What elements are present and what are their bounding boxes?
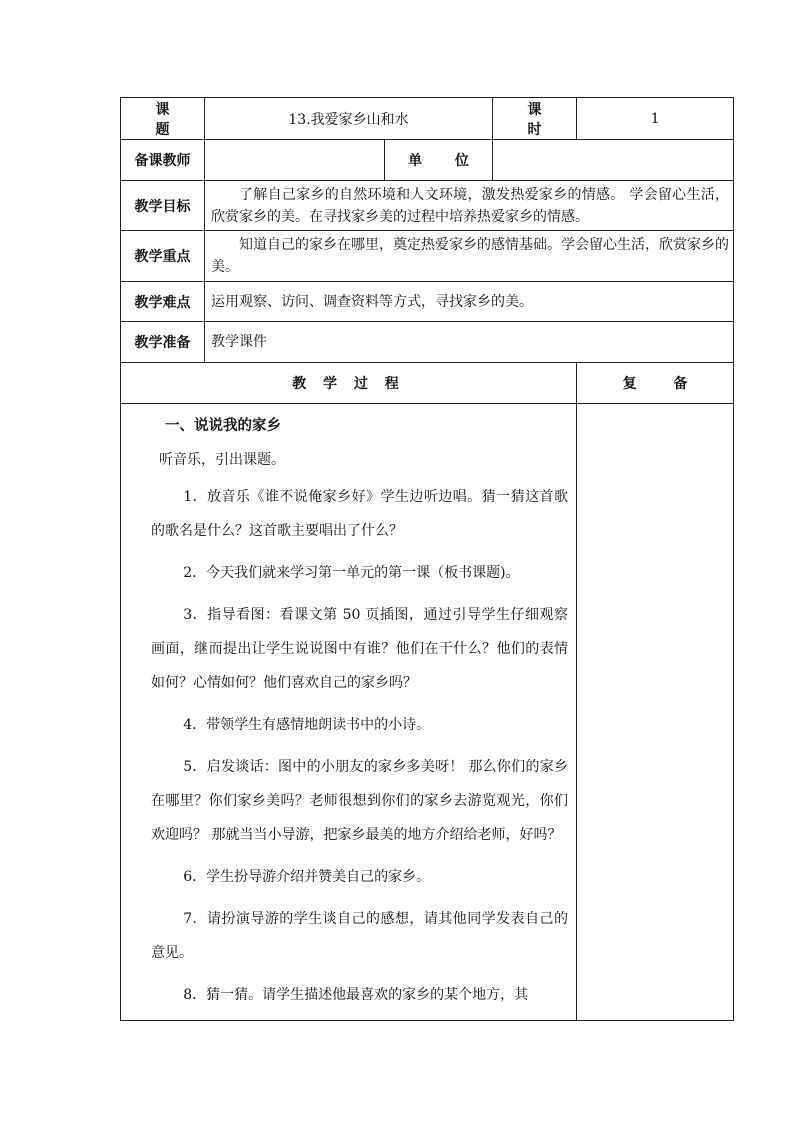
intro-text: 听音乐，引出课题。 xyxy=(159,452,285,468)
review-cell xyxy=(577,404,734,1021)
row-goal xyxy=(121,181,734,231)
row-teacher xyxy=(121,140,734,181)
unit-label: 单 位 xyxy=(385,140,493,181)
step-item: 1．放音乐《谁不说俺家乡好》学生边听边唱。猜一猜这首歌的歌名是什么？这首歌主要唱出了什么？ xyxy=(151,489,569,539)
lesson-plan-table xyxy=(120,97,734,1021)
section-title: 一、说说我的家乡 xyxy=(165,418,281,434)
step-item: 7．请扮演导游的学生谈自己的感想，请其他同学发表自己的意见。 xyxy=(151,911,569,961)
row-focus xyxy=(121,231,734,282)
difficulty-label: 教学难点 xyxy=(121,282,205,322)
topic-value: 13.我爱家乡山和水 xyxy=(205,98,493,140)
goal-cell xyxy=(205,181,734,231)
row-topic xyxy=(121,98,734,140)
focus-label: 教学重点 xyxy=(121,231,205,282)
review-header: 复 备 xyxy=(577,363,734,404)
step-item: 2．今天我们就来学习第一单元的第一课（板书课题)。 xyxy=(183,565,520,581)
goal-label: 教学目标 xyxy=(121,181,205,231)
hours-label: 课 时 xyxy=(493,98,577,140)
step-item: 3．指导看图：看课文第 50 页插图，通过引导学生仔细观察画面，继而提出让学生说说图中有谁？他们在干什么？他们的表情如何？心情如何？他们喜欢自己的家乡吗？ xyxy=(151,607,569,691)
unit-value xyxy=(493,140,734,181)
topic-label: 课 题 xyxy=(121,98,205,140)
step-item: 6．学生扮导游介绍并赞美自己的家乡。 xyxy=(183,869,431,885)
step-item: 5．启发谈话：图中的小朋友的家乡多美呀！ 那么你们的家乡在哪里？你们家乡美吗？老师很想到你们的家乡去游览观光，你们欢迎吗？ 那就当当小导游，把家乡最美的地方介绍给老师，好吗？ xyxy=(151,759,569,843)
process-body xyxy=(121,404,577,1021)
row-process-body xyxy=(121,404,734,1021)
goal-text: 了解自己家乡的自然环境和人文环境，激发热爱家乡的情感。 学会留心生活，欣赏家乡的美。在寻找家乡美的过程中培养热爱家乡的情感。 xyxy=(211,186,730,225)
prep-label: 教学准备 xyxy=(121,322,205,363)
prep-text: 教学课件 xyxy=(205,322,734,363)
process-header: 教 学 过 程 xyxy=(121,363,577,404)
difficulty-text: 运用观察、访问、调查资料等方式，寻找家乡的美。 xyxy=(205,282,734,322)
focus-cell xyxy=(205,231,734,282)
teacher-value xyxy=(205,140,385,181)
step-item: 4．带领学生有感情地朗读书中的小诗。 xyxy=(183,717,431,733)
row-difficulty xyxy=(121,282,734,322)
step-item: 8．猜一猜。请学生描述他最喜欢的家乡的某个地方，其 xyxy=(183,987,529,1003)
teacher-label: 备课教师 xyxy=(121,140,205,181)
row-process-header xyxy=(121,363,734,404)
focus-text: 知道自己的家乡在哪里，奠定热爱家乡的感情基础。学会留心生活，欣赏家乡的美。 xyxy=(211,237,730,275)
hours-value: 1 xyxy=(577,98,734,140)
row-prep xyxy=(121,322,734,363)
